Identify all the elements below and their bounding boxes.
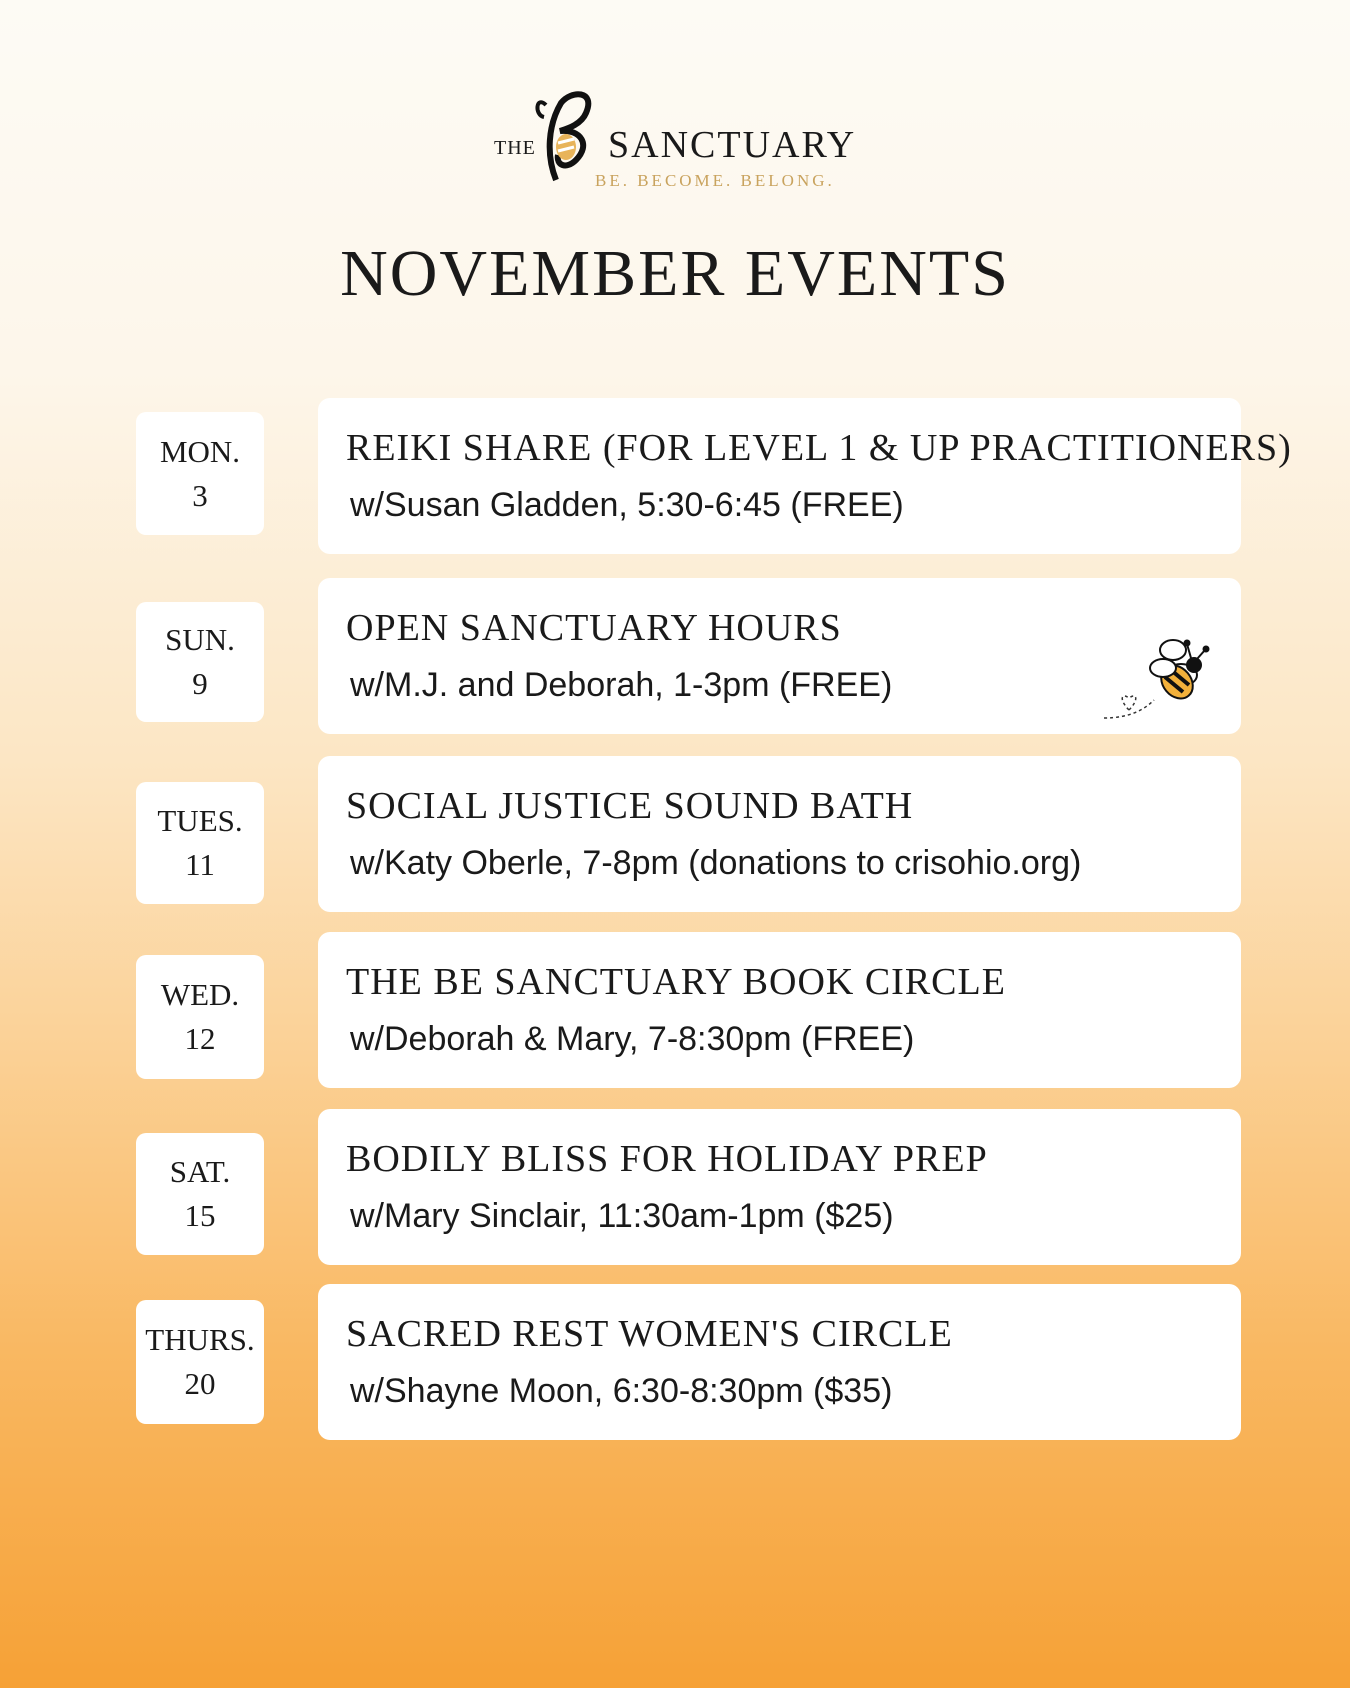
event-day: MON. bbox=[159, 433, 241, 469]
event-day: SUN. bbox=[165, 622, 235, 657]
date-box bbox=[136, 412, 264, 535]
event-details: w/Katy Oberle, 7-8pm (donations to crisohio.org) bbox=[350, 844, 1082, 882]
event-details: w/Shayne Moon, 6:30-8:30pm ($35) bbox=[350, 1372, 893, 1410]
date-box bbox=[136, 782, 264, 904]
date-box bbox=[136, 1133, 264, 1255]
date-box bbox=[136, 955, 264, 1079]
date-box bbox=[136, 1300, 264, 1424]
event-details: w/M.J. and Deborah, 1-3pm (FREE) bbox=[350, 666, 893, 704]
date-box bbox=[136, 602, 264, 722]
event-title: THE BE SANCTUARY BOOK CIRCLE bbox=[346, 961, 1006, 1003]
page-title: NOVEMBER EVENTS bbox=[340, 237, 1010, 310]
event-card bbox=[318, 398, 1292, 554]
event-date: 3 bbox=[192, 477, 208, 513]
event-title: OPEN SANCTUARY HOURS bbox=[346, 607, 842, 649]
event-date: 15 bbox=[184, 1198, 216, 1233]
logo-tagline: BE. BECOME. BELONG. bbox=[595, 171, 835, 190]
event-title: SACRED REST WOMEN'S CIRCLE bbox=[346, 1313, 953, 1355]
logo bbox=[490, 85, 860, 195]
event-card bbox=[318, 578, 1241, 734]
event-date: 12 bbox=[184, 1021, 216, 1056]
event-day: WED. bbox=[160, 977, 240, 1012]
logo-brand: SANCTUARY bbox=[608, 124, 857, 166]
event-card bbox=[318, 1284, 1241, 1440]
bee-b-logo-icon bbox=[526, 85, 606, 185]
event-card bbox=[318, 1109, 1241, 1265]
event-day: TUES. bbox=[157, 803, 243, 838]
event-day: THURS. bbox=[145, 1322, 255, 1357]
event-date: 20 bbox=[184, 1366, 216, 1401]
event-title: SOCIAL JUSTICE SOUND BATH bbox=[346, 785, 914, 827]
bee-icon bbox=[1099, 630, 1219, 725]
event-details: w/Mary Sinclair, 11:30am-1pm ($25) bbox=[350, 1197, 894, 1235]
event-day: SAT. bbox=[169, 1154, 231, 1189]
event-card bbox=[318, 756, 1241, 912]
event-details: w/Susan Gladden, 5:30-6:45 (FREE) bbox=[350, 486, 904, 524]
event-card bbox=[318, 932, 1241, 1088]
logo-the: THE bbox=[494, 137, 536, 159]
event-date: 9 bbox=[192, 666, 208, 701]
event-title: BODILY BLISS FOR HOLIDAY PREP bbox=[346, 1138, 988, 1180]
event-title: REIKI SHARE (FOR LEVEL 1 & UP PRACTITIONERS) bbox=[346, 427, 1292, 469]
event-details: w/Deborah & Mary, 7-8:30pm (FREE) bbox=[350, 1020, 915, 1058]
event-date: 11 bbox=[185, 847, 215, 882]
